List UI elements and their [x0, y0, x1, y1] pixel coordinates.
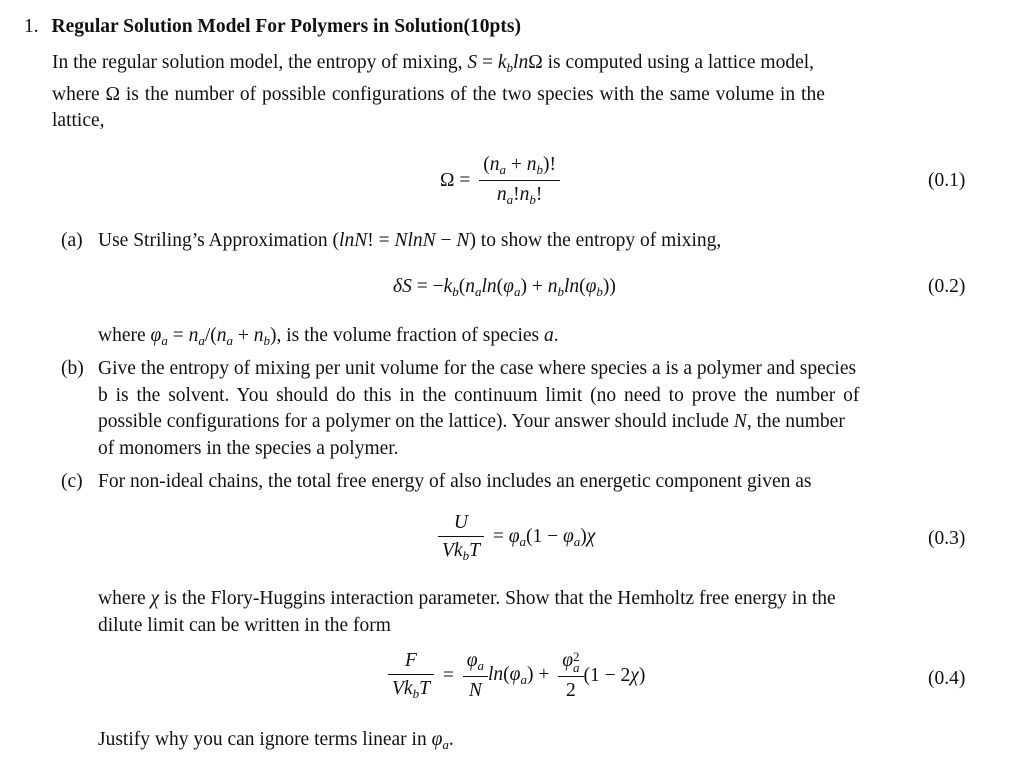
intro-paragraph: In the regular solution model, the entropy of mixing, $S = k_b\ln\Omega$ is computed using a lattice model, where Ω is the number of possible configurations of the two species with the same volume in the lattice, [52, 52, 825, 131]
part-a-label: (a) [61, 230, 83, 251]
entropy-formula: $S = k_b\ln\Omega$ [467, 52, 543, 75]
equation-number: (0.4) [928, 668, 966, 689]
equation-number: (0.2) [928, 276, 966, 297]
problem-page: 1. Regular Solution Model For Polymers in Solution(10pts) In the regular solution model, the entropy of mixing, $S = k_b\ln\Omega$ is computed using a lattice model, where Ω is the number of possible configurations of the two species with the same volume in the lattice, Ω = $\frac{(n_a + n_b)!}{n_a!n_b!}$ (0.1) (a) Use Striling’s Approximation (lnN! = NlnN − N) to show the entropy of mixing, $\delta S = -k_b(n_a\ln(\varphi_a) + n_b\ln(\varphi_b))$ (0.2) where $\varphi_a = n_a/(n_a + n_b)$, is the volume fraction of species a. (b) Give the entropy of mixing per unit volume for the case where species a is a polymer and species b is the solvent. You should do this in the continuum limit (no need to prove the number of possible configurations for a polymer on the lattice). Your answer should include N, the number of monomers in the species a polymer. (c) For non-ideal chains, the total free energy of also includes an energetic component given as $\frac{U}{Vk_bT}$ = $\varphi_a(1 - \varphi_a)\chi$ (0.3) where χ is the Flory-Huggins interaction parameter. Show that the Hemholtz free energy in the dilute limit can be written in the form $\frac{F}{Vk_bT}$ = $\frac{\varphi_a}{N}$ $\ln(\varphi_a)$ + φ2 a 2 (1 − 2χ) (0.4) Justify why you can ignore terms linear in $\varphi_a$. [0, 0, 1024, 763]
part-b-text: Give the entropy of mixing per unit volume for the case where species a is a polymer and species b is the solvent. You should do this in the continuum limit (no need to prove the number of possible configurations for a polymer on the lattice). Your answer should include N, the number of monomers in the species a polymer. [98, 358, 860, 459]
part-c-justify: Justify why you can ignore terms linear in $\varphi_a$. [98, 729, 454, 752]
question-number: 1. [24, 16, 39, 37]
question-title: Regular Solution Model For Polymers in Solution(10pts) [51, 16, 521, 37]
equation-number: (0.3) [928, 528, 966, 549]
equation-number: (0.1) [928, 170, 966, 191]
part-c-label: (c) [61, 471, 83, 492]
part-a-where: where $\varphi_a = n_a/(n_a + n_b)$, is the volume fraction of species a. [98, 325, 559, 348]
part-c-where: where χ is the Flory-Huggins interaction parameter. Show that the Hemholtz free energy in the dilute limit can be written in the form [98, 588, 836, 636]
part-c-text: For non-ideal chains, the total free energy of also includes an energetic component given as [98, 471, 812, 492]
question-heading [24, 14, 521, 40]
part-a-text: Use Striling’s Approximation (lnN! = NlnN − N) to show the entropy of mixing, [98, 230, 722, 251]
part-b-label: (b) [61, 358, 84, 379]
